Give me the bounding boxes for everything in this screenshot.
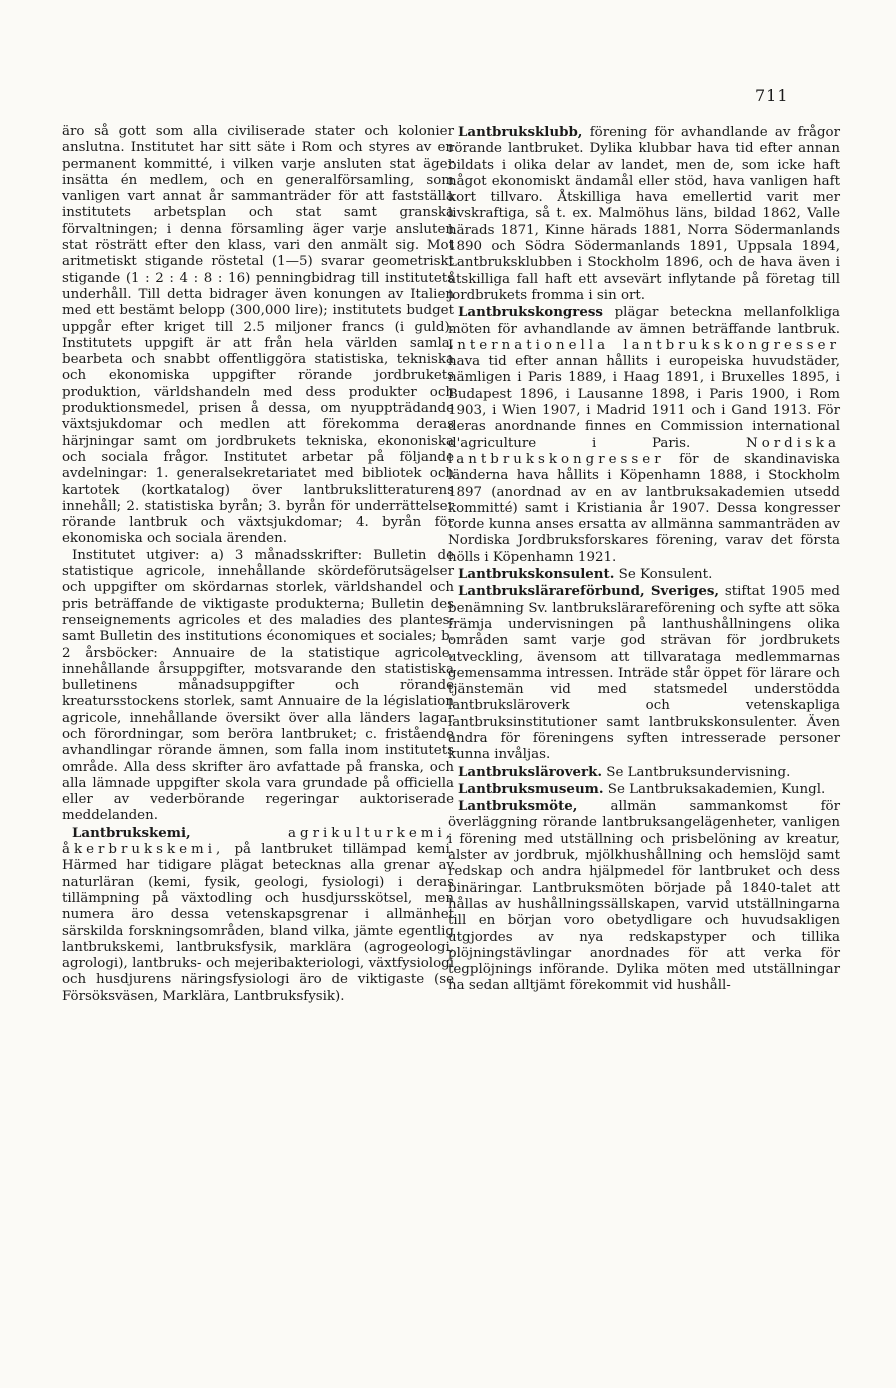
- entry-lantbrukskemi: [62, 825, 454, 1005]
- headword: Lantbruksmöte,: [458, 798, 578, 815]
- entry-text: förening för avhandlande av frågor rörande lantbruket. Dylika klubbar hava tid efter annan bildats i olika delar av landet, men de, som icke haft något ekonomiskt ändamål eller stöd, hava vanligen haft kort tillvaro. Åtskilliga hava emellertid varit mer livskraftiga, så t. ex. Malmöhus läns, bildad 1862, Valle härads 1871, Kinne härads 1881, Norra Södermanlands 1890 och Södra Södermanlands 1891, Uppsala 1894, Lantbruksklubben i Stockholm 1896, och de hava även i åtskilliga fall haft ett avsevärt inflytande på företag till jordbrukets fromma i sin ort.: [448, 125, 840, 303]
- entry-lantbruksmuseum: [448, 781, 840, 798]
- right-column: [448, 124, 840, 995]
- entry-text: för de skandinaviska länderna hava hållits i Köpenhamn 1888, i Stockholm 1897 (anordnad av en av lantbruksakademien utsedd kommitté) samt i Kristiania år 1907. Dessa kongresser torde kunna anses ersatta av allmänna sammanträden av Nordiska Jordbruksforskares förening, varav det första hölls i Köpenhamn 1921.: [448, 451, 840, 565]
- entry-lantbrukskongress: [448, 304, 840, 566]
- paragraph-text: Institutet utgiver: a) 3 månadsskrifter: Bulletin de statistique agricole, innehållande skördeförutsägelser och uppgifter om skördarnas storlek, världshandel och pris beträffande de viktigaste produkterna; Bulletin des renseignements agricoles et des maladies des plantes; samt Bulletin des institutions économiques et sociales; b. 2 årsböcker: Annuaire de la statistique agricole, innehållande årsuppgifter, motsvarande den statistiska bulletinens månadsuppgifter och rörande kreatursstockens storlek, samt Annuaire de la législation agricole, innehållande översikt över alla länders lagar och förordningar, som berörа lantbruket; c. fristående avhandlingar rörande ämnen, som falla inom institutets område. Alla dess skrifter äro avfattade på franska, och alla lämnade uppgifter skola vara grundade på officiella eller av vederbörande regeringar auktoriserade meddelanden.: [62, 547, 454, 824]
- entry-lantbrukslaroverk: [448, 764, 840, 781]
- headword: Lantbruksmuseum.: [458, 780, 604, 797]
- headword: Lantbruksläroverk.: [458, 763, 603, 780]
- page-number: 711: [755, 86, 789, 105]
- paragraph: [62, 124, 454, 548]
- headword: Lantbrukskongress: [458, 304, 603, 321]
- headword: Lantbrukskemi,: [72, 824, 191, 841]
- entry-text: allmän sammankomst för överläggning rörande lantbruksangelägenheter, vanligen i förening med utställning och prisbelöning av kreatur, alster av jordbruk, mjölkhushållning och hemslöjd samt redskap och andra hjälpmedel för lantbruket och dess binäringar. Lantbruksmöten började på 1840-talet att hållas av hushållningssällskapen, varvid utställningarna till en början voro obetydligare och huvudsakligen utgjordes av nya redskapstyper och tillika plöjningstävlingar anordnades för att verka för tegplöjnings införande. Dylika möten med utställningar ha sedan alltjämt förekommit vid hushåll-: [448, 799, 840, 994]
- spaced-term: Nordiska lantbrukskongresser: [448, 435, 840, 467]
- entry-text: hava tid efter annan hållits i europeiska huvudstäder, nämligen i Paris 1889, i Haag 1891, i Bruxelles 1895, i Budapest 1896, i Lausanne 1898, i Paris 1900, i Rom 1903, i Wien 1907, i Madrid 1911 och i Gand 1913. För deras anordnande finnes en Commission international d'agriculture i Paris.: [448, 354, 840, 451]
- entry-lantbruksmote: [448, 798, 840, 995]
- entry-text: stiftat 1905 med benämning Sv. lantbrukslärareförening och syfte att söka främja undervisningen på lanthushållningens olika områden samt varje god strävan för jordbrukets utveckling, ävensom att tillvaratagа medlemmarnas gemensamma intressen. Inträde står öppet för lärare och tjänstemän vid med statsmedel understödda lantbruksläroverk och vetenskapliga lantbruksinstitutioner samt lantbrukskonsulenter. Även andra för föreningens syften intresserade personer kunna invåljas.: [448, 584, 840, 763]
- entry-text: Se Lantbruksundervisning.: [606, 764, 791, 780]
- entry-text: på lantbruket tillämpad kemi. Härmed har tidigare plägat betecknas alla grenar av naturläran (kemi, fysik, geologi, fysiologi) i deras tillämpning på växtodling och husdjursskötsel, men numera äro dessa vetenskapsgrenar i allmänhet särskilda forskningsområden, bland vilka, jämte egentlig lantbrukskemi, lantbruksfysik, marklära (agrogeologi, agrologi), lantbruks- och mejeribakteriologi, växtfysiologi och husdjurens näringsfysiologi äro de viktigaste (se Försöksväsen, Marklära, Lantbruksfysik).: [62, 842, 454, 1004]
- synonyms: agrikulturkemi, åkerbrukskemi,: [62, 825, 454, 858]
- left-column: [62, 124, 454, 1005]
- entry-text: Se Konsulent.: [618, 567, 713, 583]
- entry-text: plägar beteckna mellanfolkliga möten för avhandlande av ämnen beträffande lantbruk.: [448, 305, 840, 337]
- headword: Lantbruksklubb,: [458, 124, 583, 140]
- paragraph-text: äro så gott som alla civiliserade stater och kolonier anslutna. Institutet har sitt säte i Rom och styres av en permanent kommitté, i vilken varje ansluten stat äger insätta én medlem, och en generalförsamling, som vanligen vart annat år sammanträder för att fastställa institutets arbetsplan och stat samt granska förvaltningen; i denna församling äger varje ansluten stat rösträtt efter den klass, vari den anmält sig. Mot aritmetiskt stigande röstetal (1—5) svarar geometriskt stigande (1 : 2 : 4 : 8 : 16) penningbidrag till institutets underhåll. Till detta bidrager även konungen av Italien med ett bestämt belopp (300,000 lire); institutets budget uppgår efter kriget till 2.5 miljoner francs (i guld). Institutets uppgift är att från hela världen samla, bearbeta och snabbt offentliggöra statistiska, tekniska och ekonomiska uppgifter rörande jordbrukets produktion, världshandeln med dess produkter och produktionsmedel, prisen å dessa, om nyuppträdande växtsjukdomar och medlen att förekomma deras härjningar samt om jordbrukets tekniska, ekononiska och sociala frågor. Institutet arbetar på följande avdelningar: 1. generalsekretariatet med bibliotek och kartotek (kortkatalog) över lantbrukslitteraturens innehåll; 2. statistiska byrån; 3. byrån för underrättelser rörande lantbruk och växtsjukdomar; 4. byrån för ekonomiska och sociala ärenden.: [62, 124, 454, 547]
- headword: Lantbrukslärareförbund, Sveriges,: [458, 583, 720, 600]
- entry-lantbrukskonsulent: [448, 566, 840, 583]
- entry-lantbruksklubb: [448, 124, 840, 304]
- headword: Lantbrukskonsulent.: [458, 566, 615, 583]
- entry-lantbrukslarareforbund: [448, 583, 840, 763]
- entry-text: Se Lantbruksakademien, Kungl.: [607, 781, 826, 797]
- paragraph: [62, 548, 454, 825]
- spaced-term: Internationella lantbrukskongresser: [448, 337, 840, 353]
